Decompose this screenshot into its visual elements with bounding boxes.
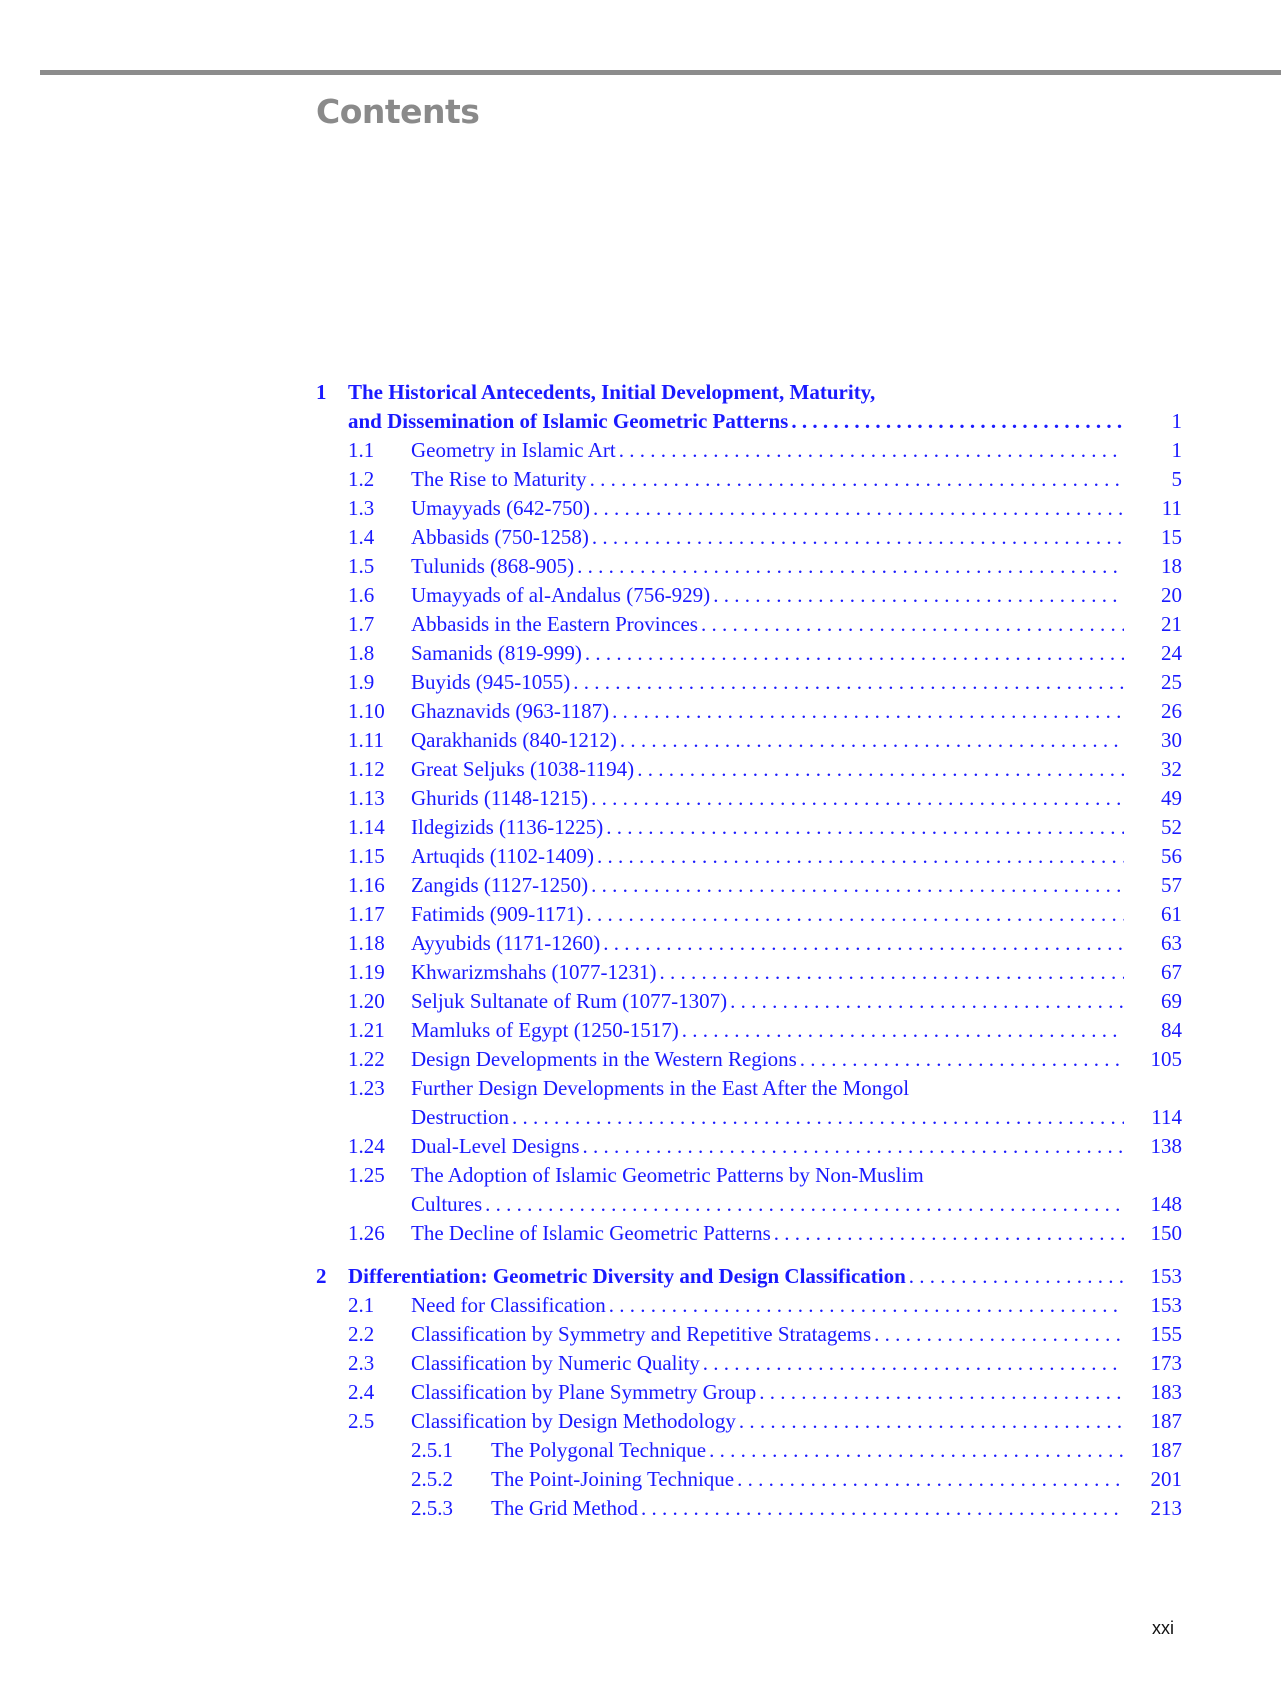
toc-title: The Decline of Islamic Geometric Patterns: [411, 1221, 771, 1245]
toc-entry[interactable]: [316, 436, 1182, 465]
toc-number: 1.7: [348, 612, 375, 636]
toc-number: 2.1: [348, 1293, 375, 1317]
toc-page: 24: [1161, 641, 1182, 665]
toc-title: Ghaznavids (963-1187): [411, 699, 610, 723]
toc-title: Need for Classification: [411, 1293, 606, 1317]
dot-leader: [619, 436, 1124, 465]
toc-title: Tulunids (868-905): [411, 554, 575, 578]
toc-number: 2.3: [348, 1351, 375, 1375]
toc-number: 1.20: [348, 989, 385, 1013]
toc-number: 1.17: [348, 902, 385, 926]
toc-entry[interactable]: [316, 1407, 1182, 1436]
dot-leader: [620, 726, 1124, 755]
toc-page: 69: [1161, 989, 1182, 1013]
toc-number: 2.5.1: [411, 1438, 453, 1462]
toc-entry[interactable]: [316, 668, 1182, 697]
dot-leader: [703, 1349, 1124, 1378]
toc-page: 67: [1161, 960, 1182, 984]
toc-page: 187: [1150, 1409, 1182, 1433]
dot-leader: [791, 407, 1124, 436]
toc-number: 1.13: [348, 786, 385, 810]
toc-page: 25: [1161, 670, 1182, 694]
toc-title: Differentiation: Geometric Diversity and Design Classification: [348, 1264, 906, 1288]
toc-page: 52: [1161, 815, 1182, 839]
toc-page: 1: [1171, 438, 1182, 462]
dot-leader: [591, 871, 1124, 900]
toc-title: Khwarizmshahs (1077-1231): [411, 960, 657, 984]
toc-number: 1.10: [348, 699, 385, 723]
toc-subentry[interactable]: [316, 1465, 1182, 1494]
toc-number: 1.1: [348, 438, 375, 462]
toc-title: The Historical Antecedents, Initial Development, Maturity,: [348, 380, 876, 404]
toc-title: Classification by Symmetry and Repetitive Stratagems: [411, 1322, 872, 1346]
toc-page: 105: [1150, 1047, 1182, 1071]
toc-number: 1.16: [348, 873, 385, 897]
dot-leader: [597, 842, 1124, 871]
dot-leader: [701, 610, 1124, 639]
toc-title: and Dissemination of Islamic Geometric Patterns: [348, 409, 789, 433]
dot-leader: [874, 1320, 1124, 1349]
toc-title: Artuqids (1102-1409): [411, 844, 594, 868]
toc-entry[interactable]: [316, 494, 1182, 523]
page-title: Contents: [316, 92, 480, 131]
toc-number: 1.6: [348, 583, 375, 607]
toc-page: 187: [1150, 1438, 1182, 1462]
toc-entry[interactable]: [316, 1320, 1182, 1349]
toc-entry[interactable]: [316, 784, 1182, 813]
toc-entry[interactable]: [316, 842, 1182, 871]
toc-number: 1: [316, 380, 327, 404]
dot-leader: [709, 1436, 1124, 1465]
toc-title: The Polygonal Technique: [491, 1438, 707, 1462]
toc-entry[interactable]: [316, 871, 1182, 900]
toc-number: 2.4: [348, 1380, 375, 1404]
toc-title: Great Seljuks (1038-1194): [411, 757, 635, 781]
toc-page: 153: [1150, 1293, 1182, 1317]
toc-entry[interactable]: [316, 1291, 1182, 1320]
toc-page: 150: [1150, 1221, 1182, 1245]
dot-leader: [573, 668, 1124, 697]
toc-title: Geometry in Islamic Art: [411, 438, 616, 462]
toc-entry[interactable]: [316, 726, 1182, 755]
toc-title: Classification by Plane Symmetry Group: [411, 1380, 757, 1404]
toc-page: 30: [1161, 728, 1182, 752]
toc-entry[interactable]: [316, 1219, 1182, 1248]
toc-entry[interactable]: [316, 900, 1182, 929]
toc-page: 183: [1150, 1380, 1182, 1404]
toc-entry[interactable]: [316, 465, 1182, 494]
toc-entry[interactable]: [316, 1016, 1182, 1045]
toc-entry[interactable]: [316, 1132, 1182, 1161]
dot-leader: [682, 1016, 1124, 1045]
dot-leader: [485, 1190, 1124, 1219]
toc-page: 153: [1150, 1264, 1182, 1288]
page-number: xxi: [1152, 1618, 1174, 1638]
toc-title: The Adoption of Islamic Geometric Patterns by Non-Muslim: [411, 1163, 924, 1187]
toc-entry-1-23-cont[interactable]: [316, 1103, 1182, 1132]
dot-leader: [637, 755, 1124, 784]
toc-page: 15: [1161, 525, 1182, 549]
toc-title: Classification by Design Methodology: [411, 1409, 736, 1433]
toc-title: Destruction: [411, 1105, 509, 1129]
dot-leader: [737, 1465, 1124, 1494]
toc-page: 20: [1161, 583, 1182, 607]
dot-leader: [606, 813, 1124, 842]
toc-title: Abbasids (750-1258): [411, 525, 589, 549]
toc-title: The Rise to Maturity: [411, 467, 587, 491]
toc-page: 213: [1150, 1496, 1182, 1520]
toc-title: Classification by Numeric Quality: [411, 1351, 700, 1375]
toc-page: 18: [1161, 554, 1182, 578]
toc-title: Cultures: [411, 1192, 483, 1216]
toc-number: 1.15: [348, 844, 385, 868]
toc-number: 1.24: [348, 1134, 385, 1158]
toc-entry[interactable]: [316, 958, 1182, 987]
toc-number: 1.21: [348, 1018, 385, 1042]
dot-leader: [603, 929, 1124, 958]
toc-page: 201: [1150, 1467, 1182, 1491]
toc-title: Dual-Level Designs: [411, 1134, 580, 1158]
toc-entry[interactable]: [316, 755, 1182, 784]
toc-number: 1.23: [348, 1076, 385, 1100]
toc-entry-1-25-cont[interactable]: [316, 1190, 1182, 1219]
table-of-contents: [316, 378, 1182, 1523]
toc-entry[interactable]: [316, 929, 1182, 958]
toc-entry-1-23[interactable]: [316, 1074, 1182, 1103]
dot-leader: [583, 1132, 1124, 1161]
toc-title: Further Design Developments in the East After the Mongol: [411, 1076, 910, 1100]
dot-leader: [609, 1291, 1124, 1320]
toc-number: 1.12: [348, 757, 385, 781]
dot-leader: [577, 552, 1124, 581]
dot-leader: [759, 1378, 1124, 1407]
toc-number: 1.25: [348, 1163, 385, 1187]
toc-subentry[interactable]: [316, 1436, 1182, 1465]
dot-leader: [660, 958, 1124, 987]
toc-page: 26: [1161, 699, 1182, 723]
toc-title: Mamluks of Egypt (1250-1517): [411, 1018, 679, 1042]
toc-page: 5: [1171, 467, 1182, 491]
toc-page: 63: [1161, 931, 1182, 955]
toc-page: 61: [1161, 902, 1182, 926]
toc-number: 1.19: [348, 960, 385, 984]
toc-title: Qarakhanids (840-1212): [411, 728, 617, 752]
toc-entry[interactable]: [316, 581, 1182, 610]
dot-leader: [713, 581, 1124, 610]
toc-page: 84: [1161, 1018, 1182, 1042]
dot-leader: [512, 1103, 1124, 1132]
toc-page: 1: [1171, 409, 1182, 433]
toc-number: 1.4: [348, 525, 375, 549]
toc-number: 1.22: [348, 1047, 385, 1071]
toc-title: Ildegizids (1136-1225): [411, 815, 604, 839]
toc-entry[interactable]: [316, 610, 1182, 639]
dot-leader: [774, 1219, 1124, 1248]
top-rule: [40, 70, 1281, 75]
toc-title: Umayyads of al-Andalus (756-929): [411, 583, 711, 607]
toc-title: Fatimids (909-1171): [411, 902, 584, 926]
dot-leader: [800, 1045, 1124, 1074]
toc-page: 173: [1150, 1351, 1182, 1375]
toc-number: 2.5.2: [411, 1467, 453, 1491]
dot-leader: [909, 1262, 1124, 1291]
toc-title: Seljuk Sultanate of Rum (1077-1307): [411, 989, 728, 1013]
toc-page: 11: [1161, 496, 1182, 520]
toc-number: 1.14: [348, 815, 385, 839]
toc-number: 1.5: [348, 554, 375, 578]
dot-leader: [590, 465, 1124, 494]
dot-leader: [586, 900, 1124, 929]
toc-chapter-1-cont[interactable]: [316, 407, 1182, 436]
toc-entry[interactable]: [316, 1378, 1182, 1407]
toc-title: The Point-Joining Technique: [491, 1467, 735, 1491]
toc-page: 32: [1161, 757, 1182, 781]
dot-leader: [612, 697, 1124, 726]
toc-page: 57: [1161, 873, 1182, 897]
dot-leader: [592, 523, 1124, 552]
toc-number: 1.2: [348, 467, 375, 491]
toc-page: 155: [1150, 1322, 1182, 1346]
toc-title: Abbasids in the Eastern Provinces: [411, 612, 698, 636]
toc-number: 2: [316, 1264, 327, 1288]
toc-title: The Grid Method: [491, 1496, 638, 1520]
toc-number: 2.5.3: [411, 1496, 453, 1520]
toc-entry-1-25[interactable]: [316, 1161, 1182, 1190]
toc-number: 1.3: [348, 496, 375, 520]
toc-number: 2.2: [348, 1322, 375, 1346]
toc-chapter-2[interactable]: [316, 1262, 1182, 1291]
toc-page: 148: [1150, 1192, 1182, 1216]
toc-entry[interactable]: [316, 1045, 1182, 1074]
toc-number: 1.11: [348, 728, 384, 752]
dot-leader: [591, 784, 1124, 813]
toc-title: Design Developments in the Western Regions: [411, 1047, 797, 1071]
toc-title: Zangids (1127-1250): [411, 873, 589, 897]
toc-page: 138: [1150, 1134, 1182, 1158]
toc-entry[interactable]: [316, 1349, 1182, 1378]
toc-page: 114: [1151, 1105, 1182, 1129]
toc-subentry[interactable]: [316, 1494, 1182, 1523]
toc-title: Umayyads (642-750): [411, 496, 591, 520]
dot-leader: [641, 1494, 1124, 1523]
toc-title: Ghurids (1148-1215): [411, 786, 589, 810]
toc-entry[interactable]: [316, 987, 1182, 1016]
toc-title: Ayyubids (1171-1260): [411, 931, 601, 955]
toc-number: 2.5: [348, 1409, 375, 1433]
toc-number: 1.18: [348, 931, 385, 955]
toc-page: 49: [1161, 786, 1182, 810]
toc-title: Samanids (819-999): [411, 641, 582, 665]
toc-entry[interactable]: [316, 813, 1182, 842]
toc-number: 1.8: [348, 641, 375, 665]
dot-leader: [730, 987, 1124, 1016]
toc-chapter-1[interactable]: [316, 378, 1182, 407]
toc-page: 56: [1161, 844, 1182, 868]
toc-entry[interactable]: [316, 552, 1182, 581]
toc-title: Buyids (945-1055): [411, 670, 571, 694]
dot-leader: [739, 1407, 1124, 1436]
toc-page: 21: [1161, 612, 1182, 636]
dot-leader: [593, 494, 1124, 523]
toc-number: 1.26: [348, 1221, 385, 1245]
toc-entry[interactable]: [316, 523, 1182, 552]
toc-entry[interactable]: [316, 639, 1182, 668]
toc-entry[interactable]: [316, 697, 1182, 726]
dot-leader: [585, 639, 1124, 668]
toc-number: 1.9: [348, 670, 375, 694]
